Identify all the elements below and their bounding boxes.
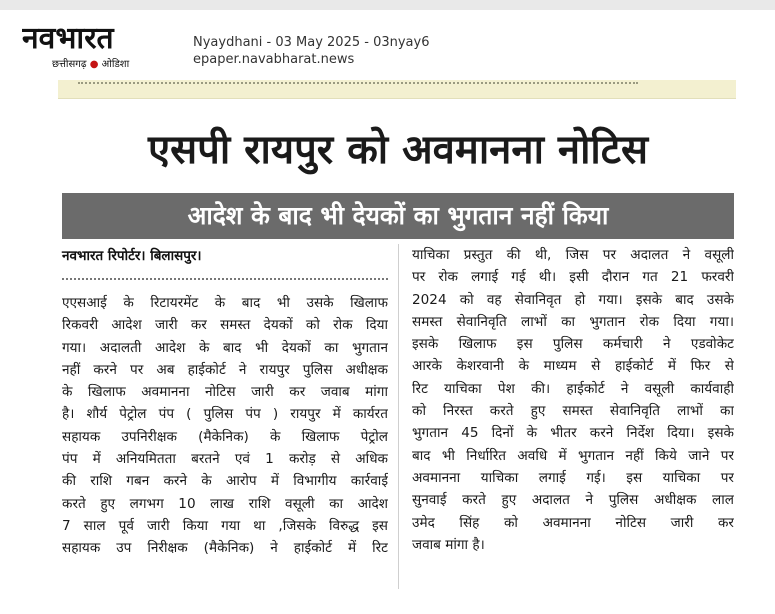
bleed-text-fragment: [78, 82, 638, 87]
text-line: की राशि गबन करने के आरोप में विभागीय कार्रवाई: [62, 473, 388, 490]
logo-region-odisha: ओडिशा: [101, 59, 130, 70]
right-column-text: [412, 244, 734, 556]
text-line: रिट याचिका पेश की। हाईकोर्ट ने वसूली कार्यवाही: [412, 380, 734, 397]
byline-divider: [62, 278, 388, 280]
edition-meta: [193, 34, 493, 68]
left-column-text: [62, 292, 388, 560]
text-line: गया। अदालती आदेश के बाद भी देयकों का भुगतान: [62, 339, 388, 356]
text-line: सहायक उप निरीक्षक (मैकेनिक) ने हाईकोर्ट में रिट: [62, 540, 388, 557]
text-line: पर रोक लगाई गई थी। इसी दौरान गत 21 फरवरी: [412, 269, 734, 286]
headline: एसपी रायपुर को अवमानना नोटिस: [148, 127, 648, 173]
byline: नवभारत रिपोर्टर। बिलासपुर।: [62, 248, 202, 264]
subheadline-band: [62, 193, 734, 239]
text-line: एएसआई के रिटायरमेंट के बाद भी उसके खिलाफ: [62, 295, 388, 311]
text-line: के खिलाफ अवमानना नोटिस जारी कर जवाब मांगा: [62, 384, 388, 401]
headline-container: [62, 122, 734, 182]
site-link[interactable]: epaper.navabharat.news: [193, 52, 355, 67]
text-line: अवमानना याचिका लगाई गई। इस याचिका पर: [412, 469, 734, 486]
previous-article-bleed: [58, 80, 736, 99]
logo-region-chhattisgarh: छत्तीसगढ़: [52, 59, 87, 70]
text-line: सुनवाई करते हुए अदालत ने पुलिस अधीक्षक लाल: [412, 492, 734, 509]
text-line: सहायक उपनिरीक्षक (मैकेनिक) के खिलाफ पेट्रोल: [62, 428, 388, 445]
logo-wordmark: नवभारत: [22, 22, 114, 56]
top-bar: [0, 0, 775, 10]
text-line-last: जवाब मांगा है।: [412, 536, 485, 553]
text-line: है। शौर्य पेट्रोल पंप ( पुलिस पंप ) रायपुर में कार्यरत: [62, 406, 388, 423]
text-line: करते हुए लगभग 10 लाख राशि वसूली का आदेश: [62, 495, 388, 512]
text-line: 2024 को वह सेवानिवृत हो गया। इसके बाद उसके: [412, 291, 734, 308]
text-line: उमेद सिंह को अवमानना नोटिस जारी कर: [412, 514, 734, 531]
text-line: नहीं करने पर अब हाईकोर्ट ने रायपुर पुलिस अधीक्षक: [62, 361, 388, 378]
column-divider: [398, 244, 399, 589]
text-line: 7 साल पूर्व जारी किया गया था ,जिसके विरुद्ध इस: [62, 517, 388, 534]
edition-line: Nyaydhani - 03 May 2025 - 03nyay6: [193, 35, 430, 50]
logo-regions: [52, 58, 178, 72]
article-column-left: [62, 244, 388, 557]
text-line: इसके खिलाफ इस पुलिस कर्मचारी ने एडवोकेट: [412, 336, 734, 353]
navbharat-logo: [22, 22, 178, 74]
text-line: बाद भी निर्धारित अवधि में भुगतान नहीं किये जाने पर: [412, 447, 734, 464]
text-line: रिकवरी आदेश जारी कर समस्त देयकों को रोक दिया: [62, 317, 388, 334]
next-article-cutoff: [44, 590, 742, 614]
logo-dot-icon: ●: [89, 59, 99, 70]
text-line: समस्त सेवानिवृति लाभों का भुगतान रोक दिया गया।: [412, 313, 734, 330]
subheadline: आदेश के बाद भी देयकों का भुगतान नहीं किया: [187, 201, 609, 230]
text-line: पंप में अनियमितता बरतने एवं 1 करोड़ से अधिक: [62, 451, 388, 468]
text-line: आरके केशरवानी के माध्यम से हाईकोर्ट में फिर से: [412, 358, 734, 375]
text-line: भुगतान 45 दिनों के भीतर करने निर्देश दिया। इसके: [412, 425, 734, 442]
text-line: याचिका प्रस्तुत की थी, जिस पर अदालत ने वसूली: [412, 247, 734, 263]
text-line: को निरस्त करते हुए समस्त सेवानिवृति लाभों का: [412, 403, 734, 420]
